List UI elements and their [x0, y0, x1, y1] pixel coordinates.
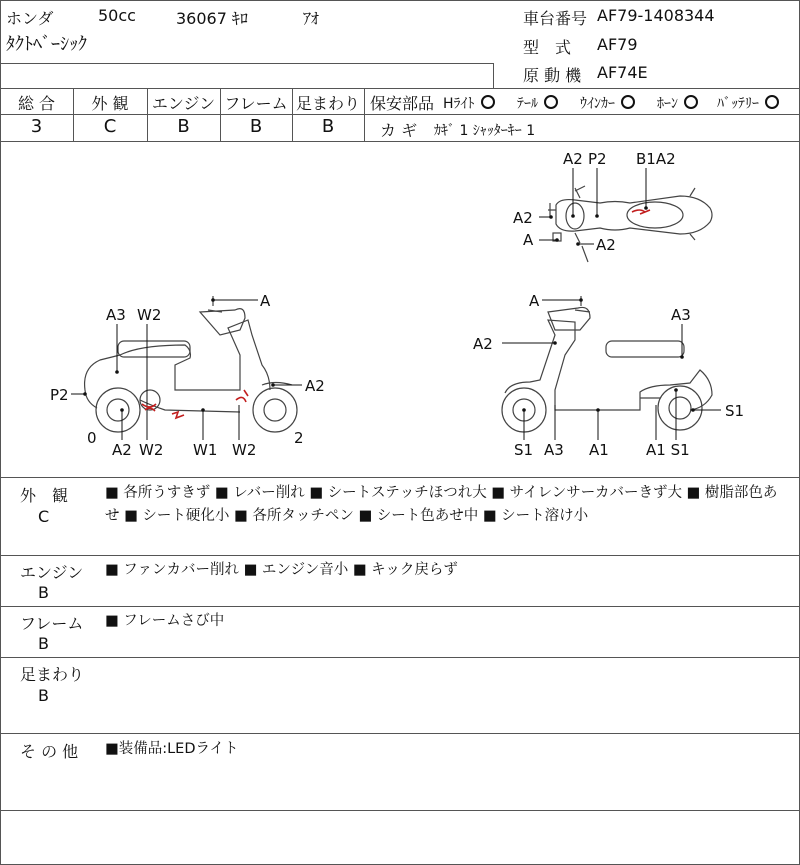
section-engine-grade: B: [38, 583, 49, 602]
label-top-b1a2: B1A2: [636, 150, 676, 168]
label-left-zero: 0: [87, 429, 97, 447]
mileage: 36067 ｷﾛ: [176, 9, 248, 28]
model-name: ﾀｸﾄﾍﾞｰｼｯｸ: [6, 34, 87, 55]
label-top-a2-left: A2: [513, 209, 533, 227]
label-left-two: 2: [294, 429, 304, 447]
section-engine-title: エンジン: [20, 563, 84, 582]
label-left-w1: W1: [193, 441, 218, 459]
label-top-a2: A2: [563, 150, 583, 168]
section-frame-title: フレーム: [20, 614, 84, 633]
label-right-a1: A1: [589, 441, 609, 459]
section-exterior-grade: C: [38, 507, 50, 526]
chassis-value: AF79-1408344: [597, 6, 715, 25]
label-right-s1: S1: [725, 402, 745, 420]
label-top-a-left: A: [523, 231, 534, 249]
engine-label: 原 動 機: [523, 66, 582, 85]
safety-item-headlight: Hﾗｲﾄ: [443, 93, 495, 113]
damage-marks: [142, 210, 650, 418]
type-value: AF79: [597, 35, 638, 54]
safety-item-battery: ﾊﾞｯﾃﾘｰ: [717, 93, 779, 113]
label-right-a3-top: A3: [671, 306, 691, 324]
label-right-a3-bottom: A3: [544, 441, 564, 459]
key-label: カ ギ: [380, 121, 418, 140]
label-right-a-top: A: [529, 292, 540, 310]
ok-mark-icon: [684, 95, 698, 109]
grade-header-frame: フレーム: [224, 94, 288, 113]
label-left-w2-bottom: W2: [139, 441, 164, 459]
safety-item-tail: ﾃｰﾙ: [517, 93, 558, 113]
section-exterior-line-1: ■ 各所うすきず ■ レバー削れ ■ シートステッチほつれ大 ■ サイレンサーカバーきず大 ■ 樹脂部色あ: [105, 485, 778, 501]
section-suspension-title: 足まわり: [20, 665, 85, 684]
section-exterior-title: 外 観: [20, 486, 69, 505]
grade-value-total: 3: [30, 116, 43, 137]
section-suspension-grade: B: [38, 686, 49, 705]
label-left-w2-right: W2: [232, 441, 257, 459]
color: ｱｵ: [303, 9, 320, 28]
key-value: ｶｷﾞ 1 ｼｬｯﾀｰｷｰ 1: [434, 123, 536, 139]
grade-value-suspension: B: [321, 116, 335, 137]
label-right-a1s1: A1 S1: [646, 441, 690, 459]
displacement: 50cc: [98, 6, 136, 25]
grade-header-engine: エンジン: [151, 94, 216, 113]
ok-mark-icon: [481, 95, 495, 109]
label-top-a2-bottom: A2: [596, 236, 616, 254]
grade-value-frame: B: [249, 116, 263, 137]
label-left-p2: P2: [50, 386, 69, 404]
label-top-p2: P2: [588, 150, 607, 168]
section-engine-line-1: ■ ファンカバー削れ ■ エンジン音小 ■ キック戻らず: [105, 562, 458, 578]
type-label: 型 式: [523, 38, 572, 57]
maker: ホンダ: [6, 9, 54, 28]
label-right-a2: A2: [473, 335, 493, 353]
safety-item-winker: ｳｲﾝｶｰ: [580, 93, 635, 113]
ok-mark-icon: [544, 95, 558, 109]
safety-label: 保安部品: [370, 94, 435, 113]
grade-value-engine: B: [177, 116, 190, 137]
ok-mark-icon: [765, 95, 779, 109]
label-right-s1-bottom: S1: [514, 441, 534, 459]
grade-header-total: 総 合: [17, 94, 56, 113]
section-exterior-line-2: せ ■ シート硬化小 ■ 各所タッチペン ■ シート色あせ中 ■ シート溶け小: [105, 508, 589, 524]
label-left-a3: A3: [106, 306, 126, 324]
safety-item-horn: ﾎｰﾝ: [657, 93, 698, 113]
grade-header-exterior: 外 観: [91, 94, 129, 113]
grade-header-suspension: 足まわり: [295, 94, 360, 113]
label-left-a-top: A: [260, 292, 271, 310]
section-frame-line-1: ■ フレームさび中: [105, 613, 225, 629]
section-other-line-1: ■装備品:LEDライト: [105, 741, 239, 757]
section-frame-grade: B: [38, 634, 49, 653]
grade-value-exterior: C: [103, 116, 117, 137]
label-left-a2-right: A2: [305, 377, 325, 395]
label-left-a2-bottom: A2: [112, 441, 132, 459]
section-other-title: そ の 他: [20, 742, 79, 761]
engine-value: AF74E: [597, 63, 648, 82]
chassis-label: 車台番号: [523, 9, 588, 28]
label-left-w2-top: W2: [137, 306, 162, 324]
ok-mark-icon: [621, 95, 635, 109]
